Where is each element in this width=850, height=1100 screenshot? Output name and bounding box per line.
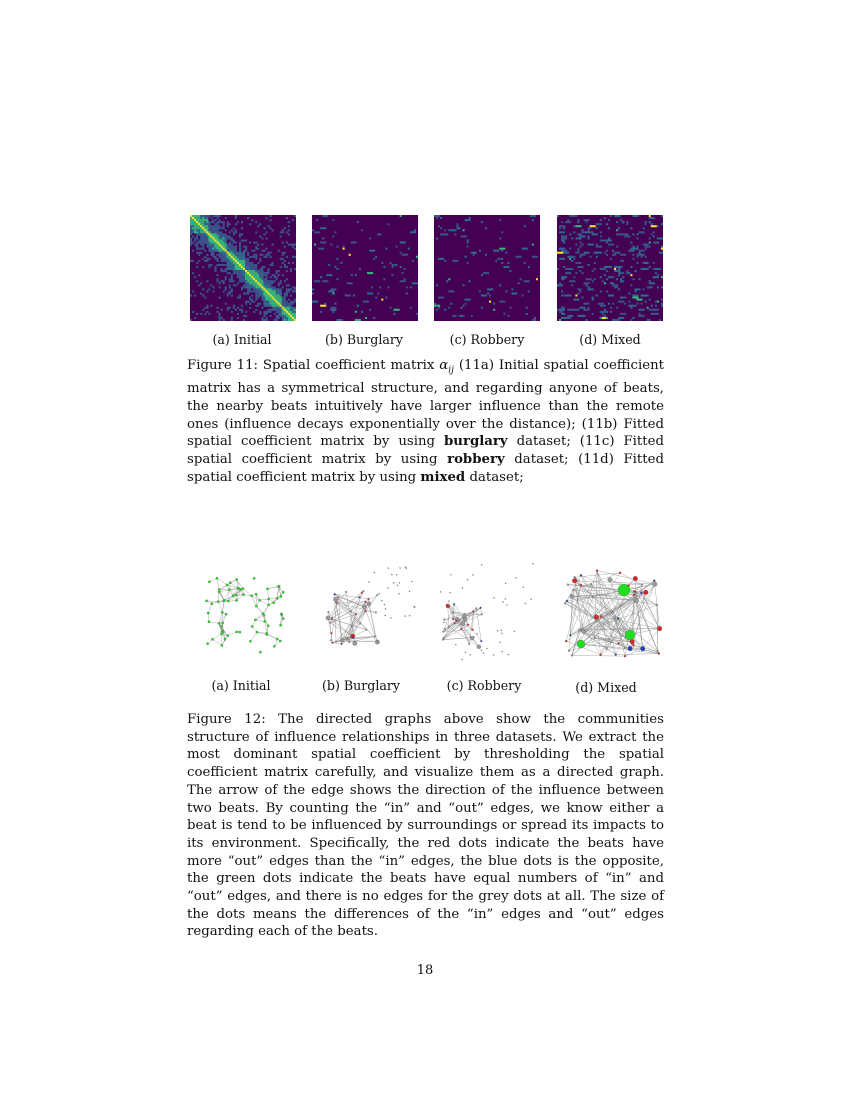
- figure-11-caption: Figure 11: Spatial coefficient matrix $\alpha_{ij}$ (11a) Initial spatial coefficient matrix has a symmetrical structure, and regarding anyone of beats, the nearby beats intuitively have larger influence than the remote ones (influence decays exponentially over the distance); (11b) Fitted spatial coefficient matrix by using burglary dataset; (11c) Fitted spatial coefficient matrix by using robbery dataset; (11d) Fitted spatial coefficient matrix by using mixed dataset;: [187, 358, 664, 485]
- heatmap-mixed: [557, 215, 663, 321]
- subfigure-label: (a) Initial: [211, 678, 271, 693]
- heatmap-robbery: [434, 215, 540, 321]
- alpha-subscript: ij: [448, 365, 454, 376]
- subfigure-label: (a) Initial: [212, 332, 272, 347]
- subfigure-label: (b) Burglary: [321, 678, 400, 693]
- page-number: 18: [416, 963, 434, 978]
- graph-burglary: [308, 558, 420, 670]
- alpha-symbol: α: [439, 358, 449, 373]
- figure-12-caption: Figure 12: The directed graphs above show the communities structure of influence relationships in three datasets. We extract the most dominant spatial coefficient by thresholding the spatial coefficient matrix carefully, and visualize them as a directed graph. The arrow of the edge shows the direction of the influence between two beats. By counting the “in” and “out” edges, we know either a beat is tend to be influenced by surroundings or spread its impacts to its environment. Specifically, the red dots indicate the beats have more “out” edges than the “in” edges, the blue dots is the opposite, the green dots indicate the beats have equal numbers of “in” and “out” edges, and there is no edges for the grey dots at all. The size of the dots means the differences of the “in” edges and “out” edges regarding each of the beats.: [187, 712, 664, 940]
- heatmap-burglary: [312, 215, 418, 321]
- subfigure-label: (d) Mixed: [579, 332, 641, 347]
- subfigure-label: (d) Mixed: [575, 680, 637, 695]
- graph-robbery: [428, 558, 540, 670]
- heatmap-initial: [190, 215, 296, 321]
- graph-initial: [186, 558, 298, 670]
- subfigure-label: (c) Robbery: [446, 678, 522, 693]
- graph-mixed: [550, 558, 662, 670]
- subfigure-label: (c) Robbery: [449, 332, 525, 347]
- subfigure-label: (b) Burglary: [324, 332, 403, 347]
